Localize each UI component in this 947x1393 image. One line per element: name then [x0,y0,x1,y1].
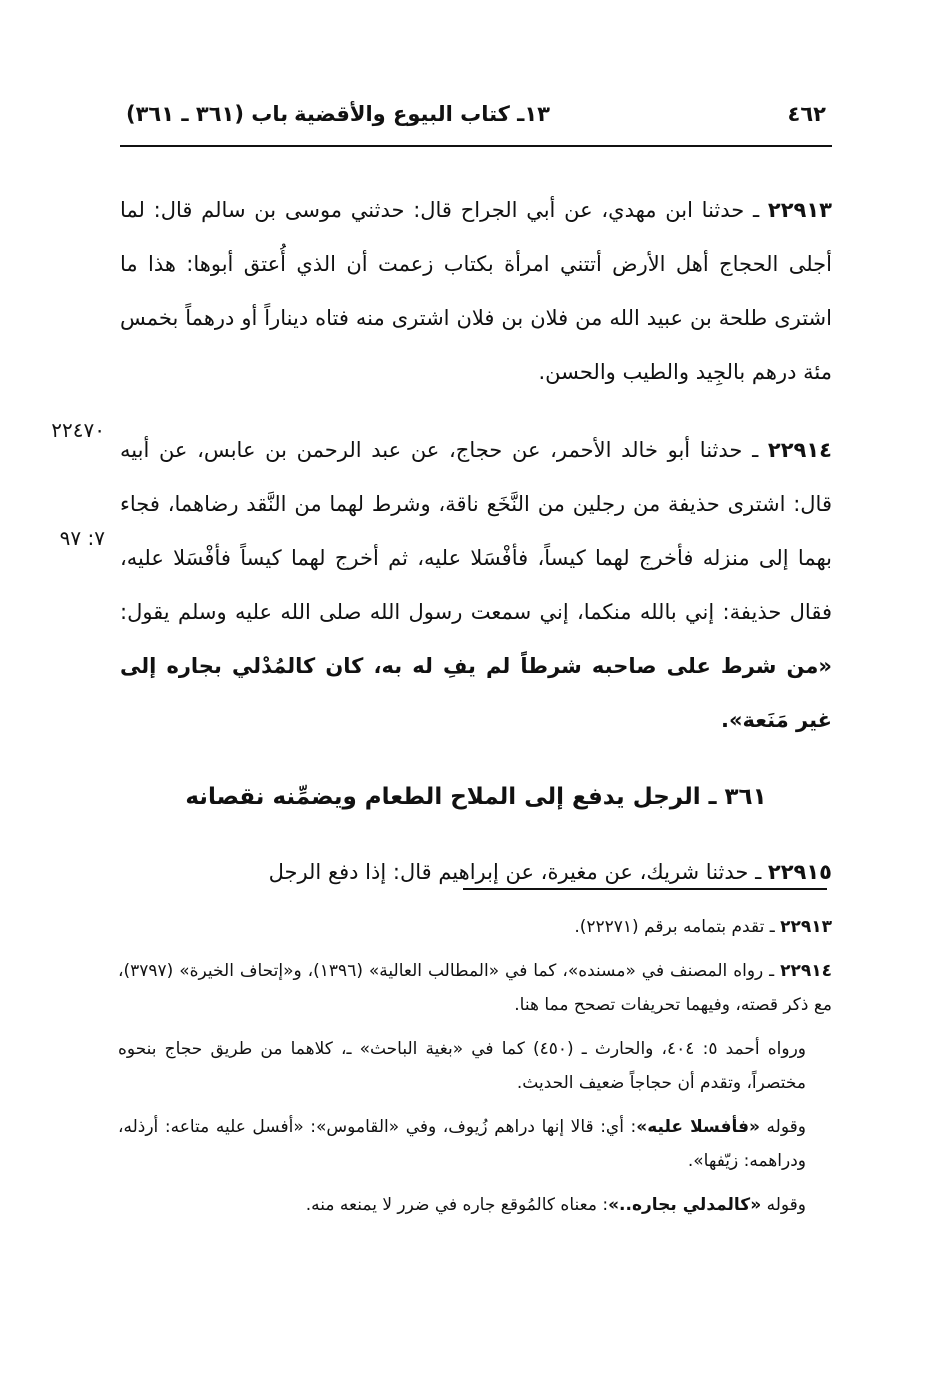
margin-note-cross-ref: ٢٢٤٧٠ [51,418,105,442]
hadith-text: ـ حدثنا ابن مهدي، عن أبي الجراح قال: حدثني موسى بن سالم قال: لما أجلى الحجاج أهل الأرض أتتني امرأة بكتاب زعمت أن الذي أُعتق أبوها: هذا ما اشترى طلحة بن عبيد الله من فلان بن فلان اشترى منه فتاه ديناراً أو درهماً بخمس مئة درهم بالجِيد والطيب والحسن. [120,198,832,384]
footnote-text: : أي: قالا إنها دراهم زُيوف، وفي «القاموس»: «أفسل عليه متاعه: أرذله، ودراهمه: زيّفها». [118,1117,806,1171]
footnote [118,954,832,1022]
footnote [118,1032,832,1100]
footnote [118,1110,832,1178]
margin-note-volume-page: ٧: ٩٧ [59,526,105,550]
hadith-paragraph [120,183,832,399]
footnote-term: «كالمدلي بجاره..» [608,1195,762,1215]
footnote-term: «فأفسلا عليه» [636,1117,760,1137]
hadith-text: ـ حدثنا أبو خالد الأحمر، عن حجاج، عن عبد الرحمن بن عابس، عن أبيه قال: اشترى حذيفة من رجلين من النَّخَع ناقة، وشرط لهما من النَّقد رضاهما، فجاء بهما إلى منزله فأخرج لهما كيساً، فأفْسَلا عليه، ثم أخرج لهما كيساً فأفْسَلا عليه، فقال حذيفة: إني بالله منكما، إني سمعت رسول الله صلى الله عليه وسلم يقول: [120,438,832,624]
footnotes [118,910,832,1232]
footnote-lead: وقوله [761,1195,806,1215]
main-text [120,183,832,899]
footnote-text: : معناه كالمُوقع جاره في ضرر لا يمنعه منه. [305,1195,609,1215]
footnote-divider [463,888,827,890]
page-number: ٤٦٢ [787,102,826,126]
footnote-text: ـ رواه المصنف في «مسنده»، كما في «المطالب العالية» (١٣٩٦)، و«إتحاف الخيرة» (٣٧٩٧)، مع ذكر قصته، وفيهما تحريفات تصحح مما هنا. [118,961,832,1015]
footnote-number: ٢٢٩١٣ [780,917,832,937]
footnote-lead: وقوله [759,1117,806,1137]
section-range: باب (٣٦١ ـ ٣٦١) [126,102,289,126]
footnote-text: ـ تقدم بتمامه برقم (٢٢٢٧١). [574,917,781,937]
header-divider [120,145,832,147]
section-heading: ٣٦١ ـ الرجل يدفع إلى الملاح الطعام ويضمِّنه نقصانه [185,784,767,810]
hadith-number: ٢٢٩١٥ [767,860,832,884]
hadith-number: ٢٢٩١٤ [767,438,832,462]
hadith-text: ـ حدثنا شريك، عن مغيرة، عن إبراهيم قال: إذا دفع الرجل [268,860,768,884]
footnote-text: ورواه أحمد ٥: ٤٠٤، والحارث ـ (٤٥٠) كما في «بغية الباحث» ـ، كلاهما من طريق حجاج بنحوه مختصراً، وتقدم أن حجاجاً ضعيف الحديث. [118,1039,806,1093]
hadith-paragraph [120,845,832,899]
page-header [120,92,832,136]
footnote [118,1188,832,1222]
hadith-number: ٢٢٩١٣ [767,198,832,222]
footnote [118,910,832,944]
hadith-quote: «من شرط على صاحبه شرطاً لم يفِ له به، كان كالمُدْلي بجاره إلى غير مَنَعة». [120,654,832,732]
book-title: ١٣ـ كتاب البيوع والأقضية [294,102,550,126]
hadith-paragraph [120,423,832,747]
footnote-number: ٢٢٩١٤ [780,961,833,981]
